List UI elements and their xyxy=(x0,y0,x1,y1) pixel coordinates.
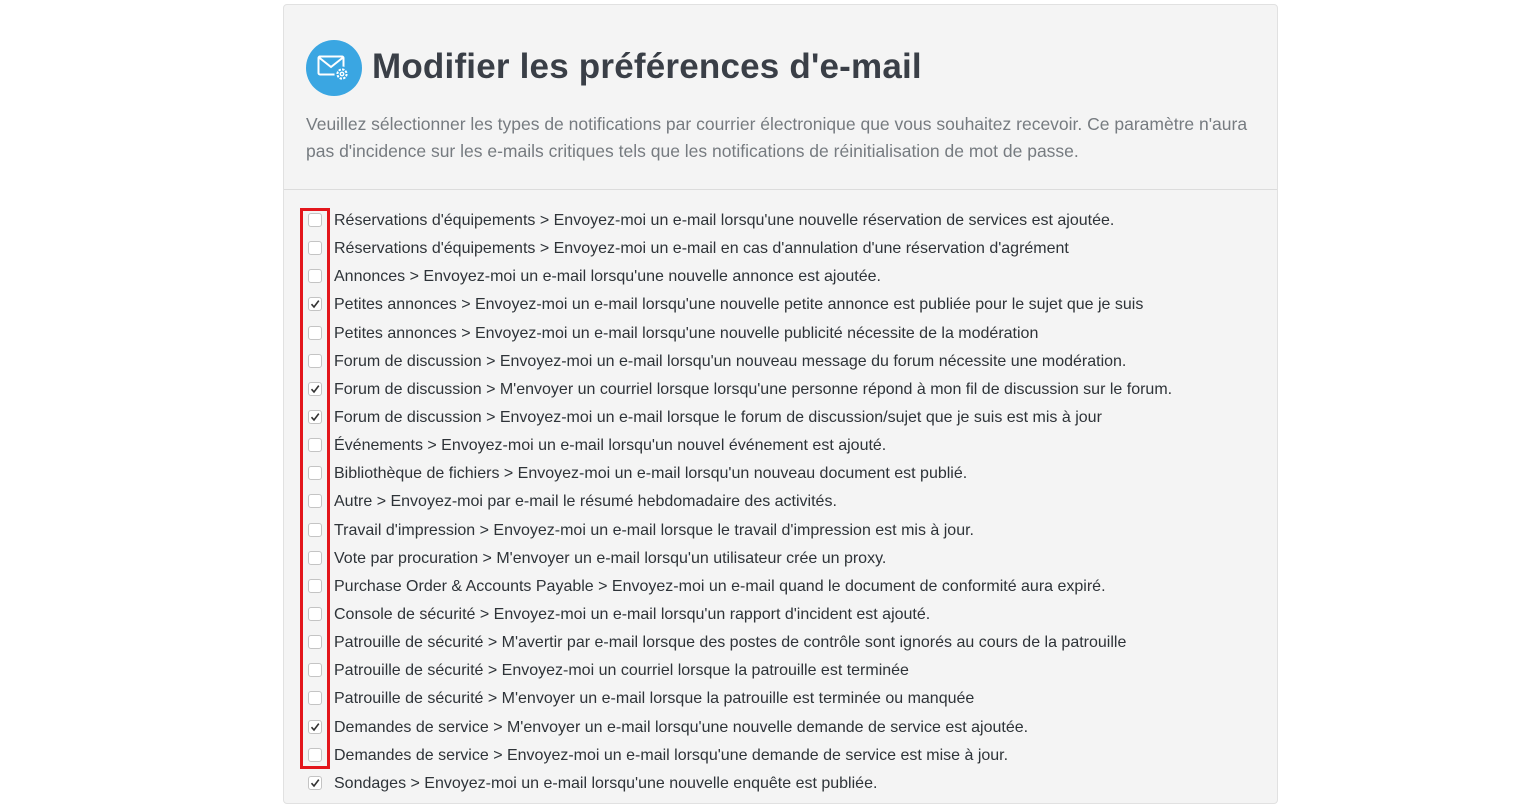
preference-checkbox[interactable] xyxy=(308,523,322,537)
preference-item xyxy=(284,742,1277,770)
preference-label[interactable]: Console de sécurité > Envoyez-moi un e-mail lorsqu'un rapport d'incident est ajouté. xyxy=(334,605,931,623)
checkmark-icon xyxy=(310,722,320,732)
preference-label[interactable]: Patrouille de sécurité > M'envoyer un e-mail lorsque la patrouille est terminée ou manquée xyxy=(334,690,975,708)
preference-label[interactable]: Vote par procuration > M'envoyer un e-mail lorsqu'un utilisateur crée un proxy. xyxy=(334,549,887,567)
preference-label[interactable]: Demandes de service > Envoyez-moi un e-mail lorsqu'une demande de service est mise à jour. xyxy=(334,746,1009,764)
preference-label[interactable]: Forum de discussion > M'envoyer un courriel lorsque lorsqu'une personne répond à mon fil de discussion sur le forum. xyxy=(334,380,1173,398)
checkmark-icon xyxy=(310,384,320,394)
email-preferences-panel xyxy=(283,4,1278,804)
preference-label[interactable]: Réservations d'équipements > Envoyez-moi un e-mail lorsqu'une nouvelle réservation de services est ajoutée. xyxy=(334,212,1115,229)
preference-item xyxy=(284,207,1277,235)
preference-checkbox[interactable] xyxy=(308,438,322,452)
preference-item xyxy=(284,601,1277,629)
preference-label[interactable]: Purchase Order & Accounts Payable > Envoyez-moi un e-mail quand le document de conformité aura expiré. xyxy=(334,577,1106,595)
preference-checkbox[interactable] xyxy=(308,269,322,283)
preferences-list xyxy=(284,207,1277,798)
checkmark-icon xyxy=(310,778,320,788)
preference-item xyxy=(284,404,1277,432)
preference-label[interactable]: Réservations d'équipements > Envoyez-moi un e-mail en cas d'annulation d'une réservation d'agrément xyxy=(334,240,1069,258)
preference-item xyxy=(284,348,1277,376)
preference-checkbox[interactable] xyxy=(308,494,322,508)
preference-label[interactable]: Sondages > Envoyez-moi un e-mail lorsqu'une nouvelle enquête est publiée. xyxy=(334,774,878,792)
preference-item xyxy=(284,770,1277,798)
panel-header xyxy=(284,5,1277,190)
preference-label[interactable]: Demandes de service > M'envoyer un e-mail lorsqu'une nouvelle demande de service est ajoutée. xyxy=(334,718,1029,736)
preference-label[interactable]: Petites annonces > Envoyez-moi un e-mail lorsqu'une nouvelle petite annonce est publiée pour le sujet que je suis xyxy=(334,296,1144,314)
preference-item xyxy=(284,545,1277,573)
preference-item xyxy=(284,685,1277,713)
preference-item xyxy=(284,629,1277,657)
preference-item xyxy=(284,291,1277,319)
preference-checkbox[interactable] xyxy=(308,579,322,593)
preference-checkbox[interactable] xyxy=(308,776,322,790)
preference-label[interactable]: Travail d'impression > Envoyez-moi un e-mail lorsque le travail d'impression est mis à jour. xyxy=(334,521,974,539)
preference-label[interactable]: Patrouille de sécurité > M'avertir par e-mail lorsque des postes de contrôle sont ignorés au cours de la patrouille xyxy=(334,634,1127,652)
preference-checkbox[interactable] xyxy=(308,326,322,340)
preference-label[interactable]: Petites annonces > Envoyez-moi un e-mail lorsqu'une nouvelle publicité nécessite de la modération xyxy=(334,324,1039,342)
preference-item xyxy=(284,432,1277,460)
checkmark-icon xyxy=(310,299,320,309)
preference-item xyxy=(284,263,1277,291)
preference-item xyxy=(284,235,1277,263)
preference-checkbox[interactable] xyxy=(308,748,322,762)
preference-checkbox[interactable] xyxy=(308,691,322,705)
preference-label[interactable]: Annonces > Envoyez-moi un e-mail lorsqu'une nouvelle annonce est ajoutée. xyxy=(334,268,881,286)
page-title: Modifier les préférences d'e-mail xyxy=(372,47,922,86)
checkmark-icon xyxy=(310,412,320,422)
preference-item xyxy=(284,657,1277,685)
preference-checkbox[interactable] xyxy=(308,410,322,424)
page-description: Veuillez sélectionner les types de notifications par courrier électronique que vous souhaitez recevoir. Ce paramètre n'aura pas d'incidence sur les e-mails critiques tels que les notifications de réinitialisation de mot de passe. xyxy=(306,114,1248,161)
preference-checkbox[interactable] xyxy=(308,297,322,311)
preference-item xyxy=(284,488,1277,516)
preference-checkbox[interactable] xyxy=(308,635,322,649)
preference-checkbox[interactable] xyxy=(308,354,322,368)
preference-label[interactable]: Patrouille de sécurité > Envoyez-moi un courriel lorsque la patrouille est terminée xyxy=(334,662,909,680)
preference-item xyxy=(284,573,1277,601)
preference-item xyxy=(284,714,1277,742)
preference-checkbox[interactable] xyxy=(308,466,322,480)
envelope-gear-icon xyxy=(306,40,362,96)
preference-checkbox[interactable] xyxy=(308,607,322,621)
preference-label[interactable]: Forum de discussion > Envoyez-moi un e-mail lorsqu'un nouveau message du forum nécessite une modération. xyxy=(334,352,1127,370)
preference-item xyxy=(284,320,1277,348)
preference-label[interactable]: Bibliothèque de fichiers > Envoyez-moi un e-mail lorsqu'un nouveau document est publié. xyxy=(334,465,968,483)
preference-item xyxy=(284,517,1277,545)
preference-checkbox[interactable] xyxy=(308,663,322,677)
preference-label[interactable]: Événements > Envoyez-moi un e-mail lorsqu'un nouvel événement est ajouté. xyxy=(334,437,887,455)
preference-checkbox[interactable] xyxy=(308,213,322,227)
preference-item xyxy=(284,460,1277,488)
preference-label[interactable]: Autre > Envoyez-moi par e-mail le résumé hebdomadaire des activités. xyxy=(334,493,837,511)
preference-label[interactable]: Forum de discussion > Envoyez-moi un e-mail lorsque le forum de discussion/sujet que je suis est mis à jour xyxy=(334,408,1102,426)
preference-checkbox[interactable] xyxy=(308,241,322,255)
preference-checkbox[interactable] xyxy=(308,551,322,565)
preference-item xyxy=(284,376,1277,404)
preference-checkbox[interactable] xyxy=(308,720,322,734)
preference-checkbox[interactable] xyxy=(308,382,322,396)
